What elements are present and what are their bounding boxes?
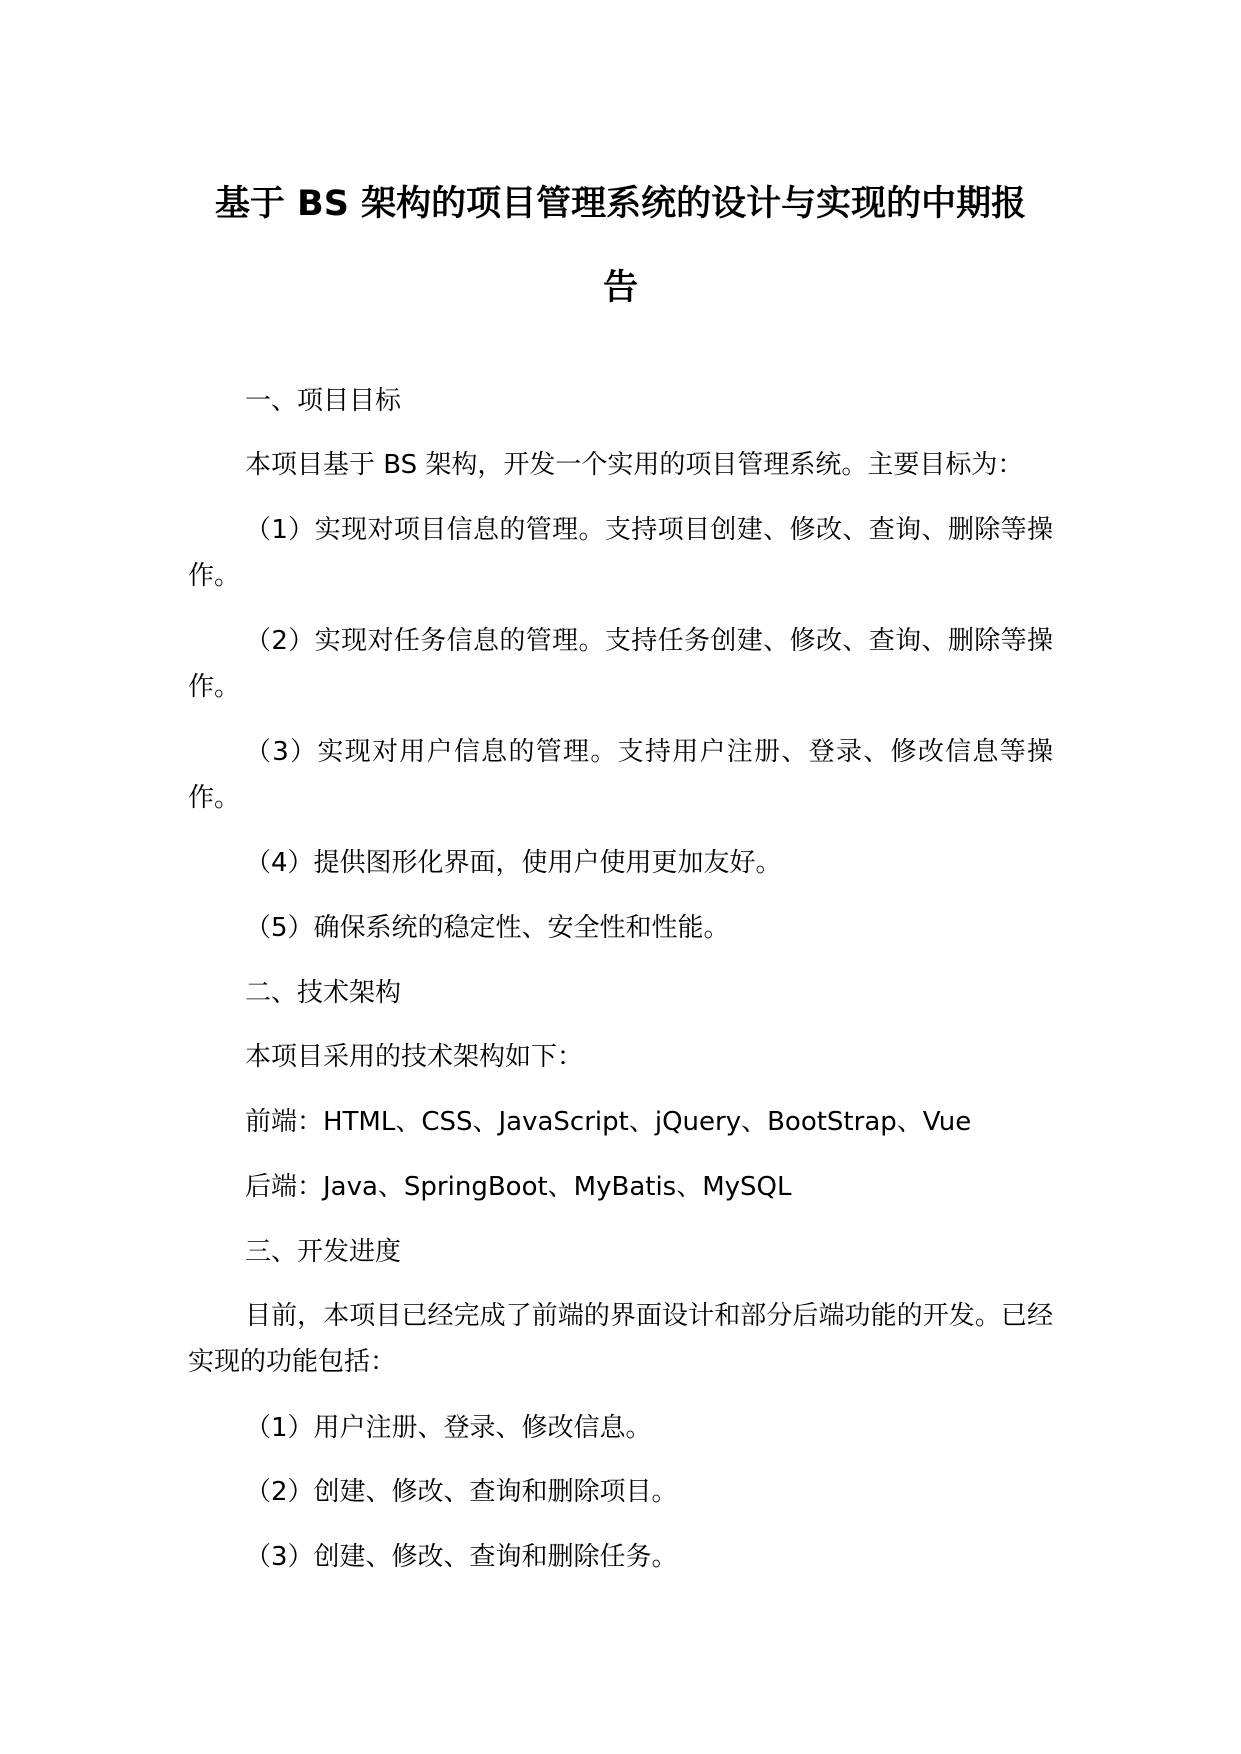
section-heading-goals: 一、项目目标: [245, 386, 402, 416]
paragraph-progress: 目前，本项目已经完成了前端的界面设计和部分后端功能的开发。已经实现的功能包括：: [188, 1301, 1053, 1377]
section-heading-architecture: 二、技术架构: [245, 978, 402, 1008]
list-item-done-2: （2）创建、修改、查询和删除项目。: [245, 1477, 678, 1507]
section-heading-progress: 三、开发进度: [245, 1237, 402, 1267]
paragraph-architecture-intro: 本项目采用的技术架构如下：: [245, 1042, 584, 1072]
list-item-done-1: （1）用户注册、登录、修改信息。: [245, 1413, 652, 1443]
list-item-goal-5: （5）确保系统的稳定性、安全性和性能。: [245, 913, 730, 943]
list-item-goal-2: （2）实现对任务信息的管理。支持任务创建、修改、查询、删除等操作。: [188, 626, 1053, 702]
report-title-line-2: 告: [602, 268, 638, 308]
paragraph-frontend-stack: 前端：HTML、CSS、JavaScript、jQuery、BootStrap、Vue: [245, 1107, 972, 1137]
paragraph-intro: 本项目基于 BS 架构，开发一个实用的项目管理系统。主要目标为：: [245, 450, 1024, 480]
list-item-done-3: （3）创建、修改、查询和删除任务。: [245, 1542, 678, 1572]
report-title-line-1: 基于 BS 架构的项目管理系统的设计与实现的中期报: [214, 184, 1027, 224]
list-item-goal-3: （3）实现对用户信息的管理。支持用户注册、登录、修改信息等操作。: [188, 737, 1053, 813]
list-item-goal-4: （4）提供图形化界面，使用户使用更加友好。: [245, 848, 782, 878]
list-item-goal-1: （1）实现对项目信息的管理。支持项目创建、修改、查询、删除等操作。: [188, 515, 1053, 591]
paragraph-backend-stack: 后端：Java、SpringBoot、MyBatis、MySQL: [245, 1172, 792, 1202]
